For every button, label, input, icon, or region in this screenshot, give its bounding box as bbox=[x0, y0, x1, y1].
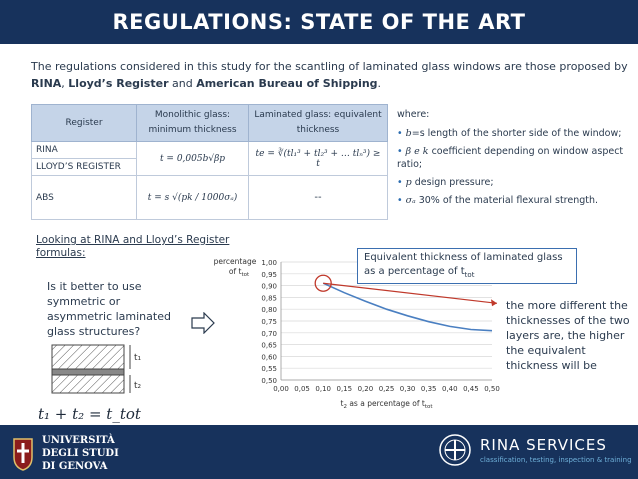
y-tick-label: 0,60 bbox=[261, 353, 277, 362]
intro-paragraph bbox=[31, 58, 631, 92]
legend-text: design pressure; bbox=[411, 177, 494, 188]
intro-sep: and bbox=[168, 77, 197, 90]
thickness-sum-formula: t₁ + t₂ = t_tot bbox=[38, 405, 141, 423]
conclusion-note: the more different the thicknesses of the two layers are, the higher the equivalent thickness will be bbox=[506, 299, 630, 372]
formula-abs-text: t = s √(pk / 1000σₐ) bbox=[147, 192, 238, 203]
row-label-rina: RINA bbox=[32, 142, 137, 159]
y-axis-label: of $t_{tot}$ bbox=[228, 267, 250, 278]
intro-lloyds: Lloyd’s Register bbox=[68, 77, 169, 90]
legend-heading: where: bbox=[397, 109, 430, 120]
legend-var: p bbox=[405, 177, 412, 188]
intro-text: The regulations considered in this study for the scantling of laminated glass windows are those proposed by bbox=[31, 60, 628, 73]
col-header-laminated: Laminated glass: equivalent thickness bbox=[249, 105, 388, 142]
x-tick-label: 0,00 bbox=[273, 385, 289, 393]
company-name: RINA SERVICES bbox=[480, 436, 607, 454]
y-tick-label: 1,00 bbox=[261, 259, 277, 267]
abs-laminated-value: -- bbox=[249, 176, 388, 220]
y-tick-label: 0,85 bbox=[261, 294, 277, 303]
legend-var: σₐ bbox=[405, 195, 416, 206]
x-tick-label: 0,35 bbox=[420, 385, 437, 393]
bullet-icon: • bbox=[397, 177, 403, 188]
footer bbox=[0, 425, 638, 479]
bullet-icon: • bbox=[397, 195, 403, 206]
variable-legend bbox=[397, 108, 633, 212]
formula-monolithic bbox=[137, 142, 249, 176]
legend-item bbox=[397, 145, 633, 171]
table-row bbox=[32, 142, 388, 159]
y-tick-label: 0,50 bbox=[261, 377, 277, 385]
y-tick-label: 0,80 bbox=[261, 306, 277, 315]
glass-layer-1 bbox=[52, 345, 124, 369]
legend-var: b bbox=[405, 128, 412, 139]
looking-heading: Looking at RINA and Lloyd’s Register formulas: bbox=[36, 234, 230, 259]
callout-text: Equivalent thickness of laminated glass as a percentage of t bbox=[364, 252, 563, 277]
formula-abs bbox=[137, 176, 249, 220]
intro-sep: , bbox=[61, 77, 69, 90]
university-line: DEGLI STUDI bbox=[42, 448, 119, 459]
university-logo bbox=[12, 434, 119, 473]
university-line: DI GENOVA bbox=[42, 461, 108, 472]
row-label-lloyds: LLOYD’S REGISTER bbox=[32, 159, 137, 176]
legend-item bbox=[397, 127, 633, 140]
table-row bbox=[32, 176, 388, 220]
university-line: UNIVERSITÀ bbox=[42, 435, 115, 446]
title-bar bbox=[0, 0, 638, 44]
callout-sub: tot bbox=[464, 271, 475, 279]
legend-item bbox=[397, 176, 633, 189]
legend-var: β e k bbox=[405, 146, 429, 157]
x-tick-label: 0,25 bbox=[378, 385, 395, 393]
x-tick-label: 0,10 bbox=[315, 385, 331, 393]
rina-logo bbox=[438, 433, 632, 467]
legend-text: =s length of the shorter side of the window; bbox=[411, 128, 622, 139]
y-tick-label: 0,90 bbox=[261, 282, 277, 291]
col-header-monolithic: Monolithic glass: minimum thickness bbox=[137, 105, 249, 142]
formula-lam-text: te = ∛(tl₁³ + tl₂³ + … tlₙ³) ≥ t bbox=[255, 148, 381, 169]
bullet-icon: • bbox=[397, 128, 403, 139]
regulations-table bbox=[31, 104, 388, 220]
question-text: Is it better to use symmetric or asymmetric laminated glass structures? bbox=[47, 280, 171, 338]
x-tick-label: 0,45 bbox=[463, 385, 479, 393]
x-tick-label: 0,40 bbox=[442, 385, 458, 393]
trend-arrow-line bbox=[323, 283, 497, 303]
slide-title: REGULATIONS: STATE OF THE ART bbox=[112, 10, 526, 34]
intro-abs: American Bureau of Shipping bbox=[196, 77, 378, 90]
legend-text: 30% of the material flexural strength. bbox=[415, 195, 599, 206]
y-tick-label: 0,95 bbox=[261, 270, 277, 279]
legend-item bbox=[397, 194, 633, 207]
glass-layer-2 bbox=[52, 375, 124, 393]
university-name bbox=[42, 434, 119, 473]
series-line bbox=[323, 283, 492, 331]
row-label-abs: ABS bbox=[32, 176, 137, 220]
col-header-register: Register bbox=[32, 105, 137, 142]
x-tick-label: 0,20 bbox=[357, 385, 374, 393]
y-tick-label: 0,55 bbox=[261, 365, 277, 374]
y-tick-label: 0,70 bbox=[261, 329, 277, 338]
table-header-row bbox=[32, 105, 388, 142]
university-crest-icon bbox=[12, 437, 34, 471]
interlayer bbox=[52, 369, 124, 375]
intro-end: . bbox=[377, 77, 382, 90]
x-tick-label: 0,30 bbox=[399, 385, 416, 393]
rina-text-block bbox=[480, 436, 632, 464]
rina-emblem-icon bbox=[438, 433, 472, 467]
formula-laminated bbox=[249, 142, 388, 176]
x-tick-label: 0,15 bbox=[336, 385, 353, 393]
t2-label: t₂ bbox=[134, 381, 142, 391]
y-axis-label: percentage bbox=[213, 257, 257, 266]
legend-text: coefficient depending on window aspect ratio; bbox=[397, 146, 624, 170]
callout-box bbox=[357, 248, 577, 284]
company-tagline: classification, testing, inspection & training bbox=[480, 456, 632, 464]
x-tick-label: 0,50 bbox=[484, 385, 500, 393]
y-tick-label: 0,75 bbox=[261, 318, 277, 326]
trend-arrow-head bbox=[491, 299, 497, 306]
intro-rina: RINA bbox=[31, 77, 62, 90]
bullet-icon: • bbox=[397, 146, 403, 157]
y-tick-label: 0,65 bbox=[261, 341, 277, 350]
formula-mono-text: t = 0,005b√βp bbox=[159, 153, 226, 164]
glass-layers-diagram bbox=[50, 343, 150, 395]
x-tick-label: 0,05 bbox=[294, 385, 310, 393]
t1-label: t₁ bbox=[134, 353, 142, 363]
x-axis-label: $t_2$ as a percentage of $t_{tot}$ bbox=[340, 399, 433, 410]
